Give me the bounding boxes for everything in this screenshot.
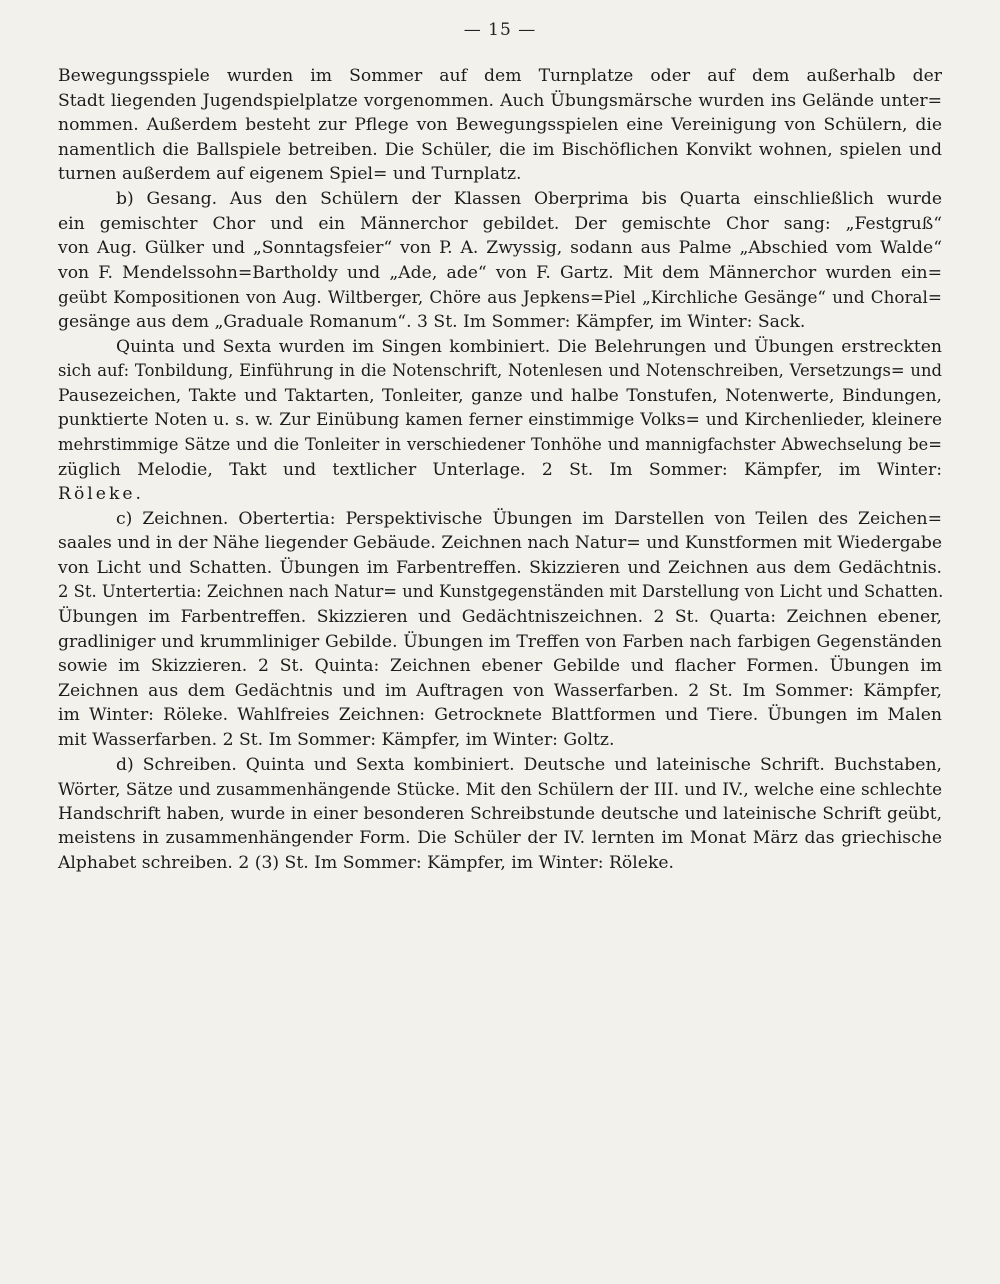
text-line: Handschrift haben, wurde in einer besonderen Schreibstunde deutsche und lateinische Schrift geübt,	[58, 803, 942, 824]
text-line: ein gemischter Chor und ein Männerchor gebildet. Der gemischte Chor sang: „Festgruß“	[58, 213, 942, 234]
section-heading-gesang: b) Gesang. Aus den Schülern der Klassen Oberprima bis Quarta einschließlich wurde	[116, 188, 942, 209]
text-line: von Licht und Schatten. Übungen im Farbentreffen. Skizzieren und Zeichnen aus dem Gedächtnis.	[58, 557, 942, 578]
text-line: von F. Mendelssohn=Bartholdy und „Ade, ade“ von F. Gartz. Mit dem Männerchor wurden ein=	[58, 262, 942, 283]
section-heading-schreiben: d) Schreiben. Quinta und Sexta kombiniert. Deutsche und lateinische Schrift. Buchstaben,	[116, 754, 942, 775]
text-line: turnen außerdem auf eigenem Spiel= und Turnplatz.	[58, 164, 522, 185]
text-line: namentlich die Ballspiele betreiben. Die Schüler, die im Bischöflichen Konvikt wohnen, spielen und	[58, 139, 942, 160]
text-line: sowie im Skizzieren. 2 St. Quinta: Zeichnen ebener Gebilde und flacher Formen. Übungen im	[58, 656, 942, 677]
text-line: punktierte Noten u. s. w. Zur Einübung kamen ferner einstimmige Volks= und Kirchenlieder, kleinere	[58, 410, 942, 431]
text-line: meistens in zusammenhängender Form. Die Schüler der IV. lernten im Monat März das griechische	[58, 828, 942, 849]
text-line: Stadt liegenden Jugendspielplatze vorgenommen. Auch Übungsmärsche wurden ins Gelände unter=	[58, 90, 942, 111]
text-line: Zeichnen aus dem Gedächtnis und im Auftragen von Wasserfarben. 2 St. Im Sommer: Kämpfer,	[58, 680, 942, 701]
text-line: 2 St. Untertertia: Zeichnen nach Natur= und Kunstgegenständen mit Darstellung von Licht und Schatten.	[58, 582, 944, 602]
text-line: saales und in der Nähe liegender Gebäude. Zeichnen nach Natur= und Kunstformen mit Wiedergabe	[58, 533, 943, 554]
text-line: mit Wasserfarben. 2 St. Im Sommer: Kämpfer, im Winter: Goltz.	[58, 730, 615, 751]
text-line: gradliniger und krummliniger Gebilde. Übungen im Treffen von Farben nach farbigen Gegenständen	[58, 631, 942, 652]
text-line: Alphabet schreiben. 2 (3) St. Im Sommer: Kämpfer, im Winter: Röleke.	[58, 853, 674, 873]
body-text	[58, 64, 942, 876]
text-line: Übungen im Farbentreffen. Skizzieren und Gedächtniszeichnen. 2 St. Quarta: Zeichnen ebener,	[58, 607, 942, 628]
text-line: geübt Kompositionen von Aug. Wiltberger, Chöre aus Jepkens=Piel „Kirchliche Gesänge“ und Choral=	[58, 287, 942, 308]
text-line: nommen. Außerdem besteht zur Pflege von Bewegungsspielen eine Vereinigung von Schülern, die	[58, 115, 942, 136]
text-line: Wörter, Sätze und zusammenhängende Stücke. Mit den Schülern der III. und IV., welche eine schlechte	[58, 779, 942, 800]
text-line: mehrstimmige Sätze und die Tonleiter in verschiedener Tonhöhe und mannigfachster Abwechselung be=	[58, 434, 942, 454]
text-line: Pausezeichen, Takte und Taktarten, Tonleiter, ganze und halbe Tonstufen, Notenwerte, Bindungen,	[58, 385, 942, 406]
section-heading-zeichnen: c) Zeichnen. Obertertia: Perspektivische Übungen im Darstellen von Teilen des Zeichen=	[116, 508, 942, 529]
text-line: sich auf: Tonbildung, Einführung in die Notenschrift, Notenlesen und Notenschreiben, Versetzungs= und	[58, 361, 942, 381]
text-line: Röleke.	[58, 484, 145, 505]
page-number: — 15 —	[463, 20, 537, 40]
text-line: gesänge aus dem „Graduale Romanum“. 3 St. Im Sommer: Kämpfer, im Winter: Sack.	[58, 311, 806, 332]
text-line: züglich Melodie, Takt und textlicher Unterlage. 2 St. Im Sommer: Kämpfer, im Winter:	[58, 459, 942, 480]
text-line: von Aug. Gülker und „Sonntagsfeier“ von P. A. Zwyssig, sodann aus Palme „Abschied vom Walde“	[58, 238, 942, 259]
text-line: Quinta und Sexta wurden im Singen kombiniert. Die Belehrungen und Übungen erstreckten	[116, 336, 942, 357]
text-line: im Winter: Röleke. Wahlfreies Zeichnen: Getrocknete Blattformen und Tiere. Übungen im Malen	[58, 705, 942, 726]
text-line: Bewegungsspiele wurden im Sommer auf dem Turnplatze oder auf dem außerhalb der	[58, 66, 942, 86]
